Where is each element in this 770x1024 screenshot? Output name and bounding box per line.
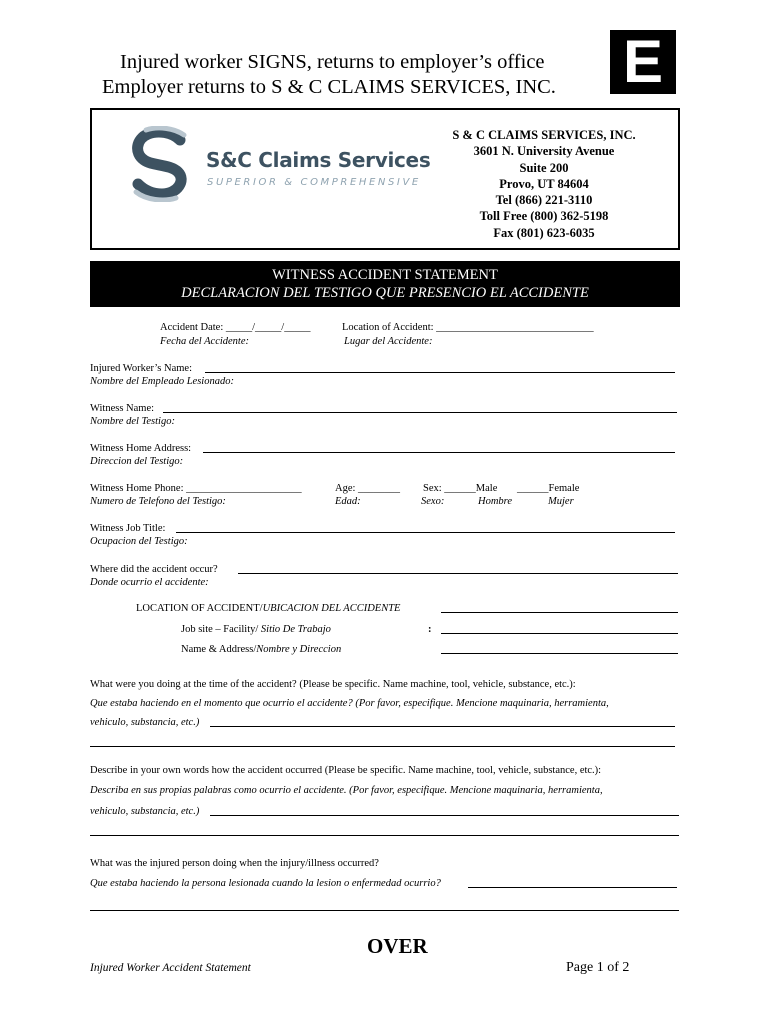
location-label-es: Lugar del Accidente: <box>344 336 433 347</box>
witness-address-label: Witness Home Address: <box>90 443 192 454</box>
worker-name-label: Injured Worker’s Name: <box>90 363 192 374</box>
name-address-field[interactable] <box>441 653 678 654</box>
company-line: Provo, UT 84604 <box>499 176 589 191</box>
header-line-1: Injured worker SIGNS, returns to employer’s office <box>120 51 545 73</box>
banner-title-es: DECLARACION DEL TESTIGO QUE PRESENCIO EL ACCIDENTE <box>181 285 589 301</box>
banner-title: WITNESS ACCIDENT STATEMENT <box>272 267 498 283</box>
witness-address-label-es: Direccion del Testigo: <box>90 456 184 467</box>
form-name: Injured Worker Accident Statement <box>90 962 251 974</box>
where-label-es: Donde ocurrio el accidente: <box>90 577 209 588</box>
company-line: Toll Free (800) 362-5198 <box>479 209 609 224</box>
location-heading: LOCATION OF ACCIDENT/UBICACION DEL ACCIDENTE <box>136 603 401 614</box>
doing-question-es: Que estaba haciendo en el momento que ocurrio el accidente? (Por favor, especifique. Mencione maquinaria, herramienta, <box>90 698 609 709</box>
accident-date-label[interactable]: Accident Date: _____/_____/_____ <box>160 322 311 333</box>
job-title-field[interactable] <box>176 532 675 533</box>
describe-question-es-2: vehiculo, substancia, etc.) <box>90 806 200 817</box>
logo-name: S&C Claims Services <box>206 148 431 172</box>
sex-male-label[interactable]: Sex: ______Male <box>423 483 498 494</box>
injured-doing-answer-line-2[interactable] <box>90 910 679 911</box>
header-line-2: Employer returns to S & C CLAIMS SERVICES, INC. <box>102 76 556 98</box>
page-number: Page 1 of 2 <box>566 960 630 975</box>
worker-name-label-es: Nombre del Empleado Lesionado: <box>90 376 234 387</box>
company-line: S & C CLAIMS SERVICES, INC. <box>452 128 636 142</box>
where-field[interactable] <box>238 573 678 574</box>
describe-question: Describe in your own words how the accident occurred (Please be specific. Name machine, tool, vehicle, substance, etc.): <box>90 765 602 776</box>
accident-date-label-es: Fecha del Accidente: <box>160 336 250 347</box>
name-address-label: Name & Address/Nombre y Direccion <box>181 644 342 655</box>
sc-logo-icon <box>128 126 194 202</box>
logo-tagline: SUPERIOR & COMPREHENSIVE <box>207 177 421 188</box>
over-label: OVER <box>367 934 428 958</box>
witness-name-label: Witness Name: <box>90 403 155 414</box>
job-site-colon: : <box>428 624 432 635</box>
describe-answer-line-2[interactable] <box>90 835 679 836</box>
worker-name-field[interactable] <box>205 372 675 373</box>
form-letter-badge: E <box>610 30 676 94</box>
company-line: 3601 N. University Avenue <box>473 144 615 159</box>
company-box <box>90 108 680 250</box>
injured-doing-answer-line-1[interactable] <box>468 887 677 888</box>
company-address <box>424 127 664 241</box>
injured-doing-question-es: Que estaba haciendo la persona lesionada cuando la lesion o enfermedad ocurrio? <box>90 878 441 889</box>
describe-question-es: Describa en sus propias palabras como ocurrio el accidente. (Por favor, especifique. Mencione maquinaria, herramienta, <box>90 785 603 796</box>
male-label-es: Hombre <box>478 496 513 507</box>
female-label-es: Mujer <box>548 496 574 507</box>
doing-question-es-2: vehiculo, substancia, etc.) <box>90 717 200 728</box>
sex-label-es: Sexo: <box>421 496 445 507</box>
injured-doing-question: What was the injured person doing when the injury/illness occurred? <box>90 858 379 869</box>
witness-address-field[interactable] <box>203 452 675 453</box>
company-line: Tel (866) 221-3110 <box>495 193 593 208</box>
age-label[interactable]: Age: ________ <box>335 483 401 494</box>
job-site-field[interactable] <box>441 633 678 634</box>
job-title-label-es: Ocupacion del Testigo: <box>90 536 188 547</box>
location-label[interactable]: Location of Accident: ______________________________ <box>342 322 594 333</box>
age-label-es: Edad: <box>335 496 361 507</box>
statement-banner <box>90 261 680 307</box>
location-heading-field[interactable] <box>441 612 678 613</box>
witness-phone-label-es: Numero de Telefono del Testigo: <box>90 496 226 507</box>
witness-phone-label[interactable]: Witness Home Phone: ______________________ <box>90 483 302 494</box>
job-site-label: Job site – Facility/ Sitio De Trabajo <box>181 624 331 635</box>
witness-name-label-es: Nombre del Testigo: <box>90 416 175 427</box>
doing-answer-line-1[interactable] <box>210 726 675 727</box>
company-line: Fax (801) 623-6035 <box>493 225 595 240</box>
witness-name-field[interactable] <box>163 412 677 413</box>
job-title-label: Witness Job Title: <box>90 523 166 534</box>
doing-answer-line-2[interactable] <box>90 746 675 747</box>
doing-question: What were you doing at the time of the accident? (Please be specific. Name machine, tool, vehicle, substance, etc.): <box>90 679 576 690</box>
female-label[interactable]: ______Female <box>517 483 580 494</box>
describe-answer-line-1[interactable] <box>210 815 679 816</box>
company-line: Suite 200 <box>519 160 569 175</box>
where-label: Where did the accident occur? <box>90 564 218 575</box>
